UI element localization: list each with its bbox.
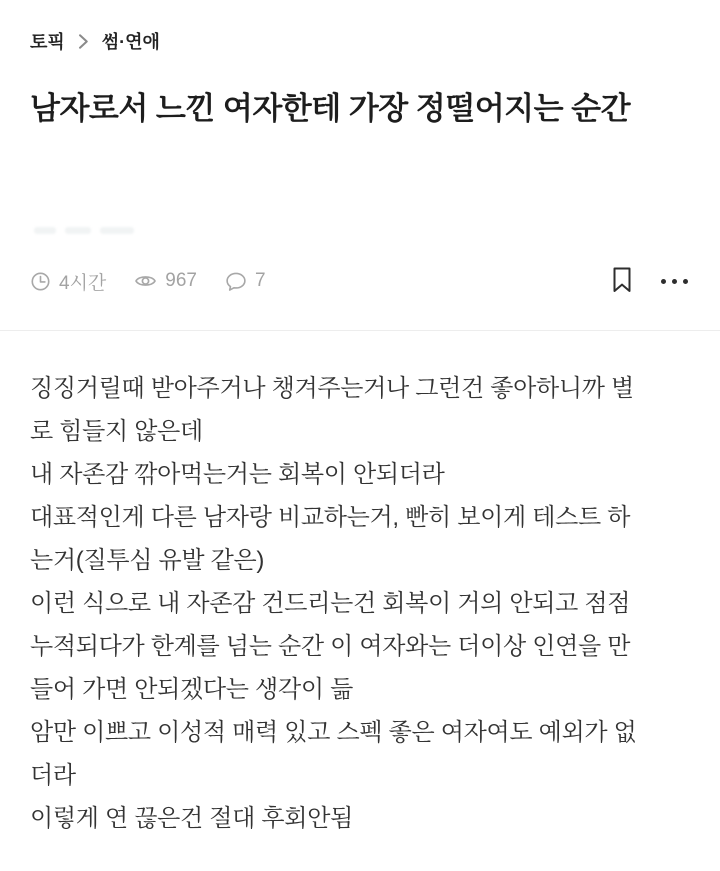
post-stats	[30, 268, 266, 295]
body-line: 누적되다가 한계를 넘는 순간 이 여자와는 더이상 인연을 만	[30, 633, 631, 660]
body-line: 는거(질투심 유발 같은)	[30, 547, 265, 574]
body-line: 암만 이쁘고 이성적 매력 있고 스펙 좋은 여자여도 예외가 없	[30, 719, 637, 746]
redaction-smudge	[34, 227, 56, 234]
section-divider	[0, 330, 720, 331]
post-actions	[610, 266, 688, 297]
body-line: 로 힘들지 않은데	[30, 418, 203, 445]
body-line: 더라	[30, 762, 76, 789]
redaction-smudge	[65, 227, 91, 234]
post-title: 남자로서 느낀 여자한테 가장 정떨어지는 순간	[30, 91, 631, 126]
body-line: 내 자존감 깎아먹는거는 회복이 안되더라	[30, 461, 445, 488]
body-line: 이렇게 연 끊은건 절대 후회안됨	[30, 805, 353, 832]
post-comments-count: 7	[254, 270, 266, 291]
post-comments[interactable]	[225, 270, 266, 292]
breadcrumb-topic[interactable]: 토픽	[30, 32, 65, 52]
body-line: 이런 식으로 내 자존감 건드리는건 회복이 거의 안되고 점점	[30, 590, 631, 617]
breadcrumb-category[interactable]: 썸·연애	[101, 32, 160, 52]
eye-icon	[134, 271, 157, 291]
author-name-redacted	[34, 227, 134, 234]
chevron-right-icon	[78, 34, 89, 49]
post-views	[134, 270, 197, 292]
ellipsis-icon	[661, 268, 688, 295]
comment-icon	[225, 271, 247, 292]
post-time-label: 4시간	[59, 272, 107, 294]
body-line: 들어 가면 안되겠다는 생각이 듦	[30, 676, 353, 703]
post-views-count: 967	[165, 270, 197, 291]
post-time	[30, 268, 106, 295]
bookmark-icon	[610, 266, 634, 297]
redaction-smudge	[100, 227, 134, 234]
clock-icon	[30, 271, 51, 292]
post-meta-row	[30, 264, 688, 298]
body-line: 대표적인게 다른 남자랑 비교하는거, 빤히 보이게 테스트 하	[30, 504, 631, 531]
breadcrumb	[30, 28, 160, 54]
post-body	[30, 367, 696, 840]
more-options-button[interactable]	[661, 268, 688, 295]
bookmark-button[interactable]	[610, 266, 634, 297]
body-line: 징징거릴때 받아주거나 챙겨주는거나 그런건 좋아하니까 별	[30, 375, 634, 402]
